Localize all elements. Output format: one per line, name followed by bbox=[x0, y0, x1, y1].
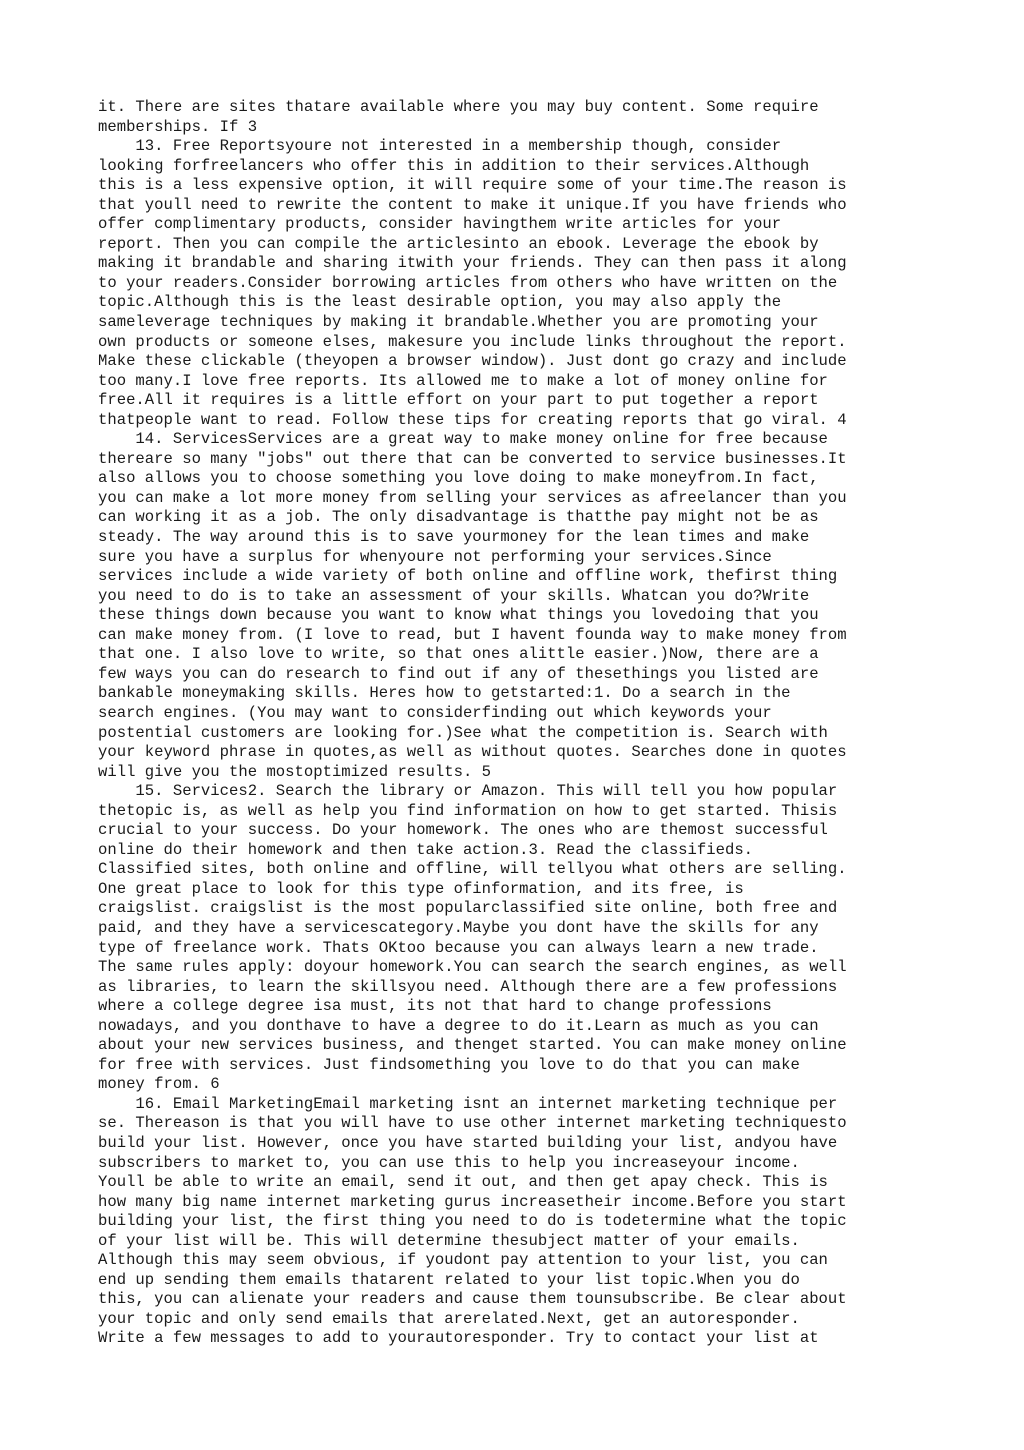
text-line: se. Thereason is that you will have to use other internet marketing techniquesto bbox=[98, 1114, 847, 1133]
text-line: for free with services. Just findsomething you love to do that you can make bbox=[98, 1055, 800, 1074]
text-line: Write a few messages to add to yourautoresponder. Try to contact your list at bbox=[98, 1329, 819, 1348]
text-line: Make these clickable (theyopen a browser window). Just dont go crazy and include bbox=[98, 352, 847, 371]
text-line: you can make a lot more money from selling your services as afreelancer than you bbox=[98, 488, 847, 507]
text-line: about your new services business, and thenget started. You can make money online bbox=[98, 1036, 847, 1055]
text-line: where a college degree isa must, its not that hard to change professions bbox=[98, 997, 772, 1016]
text-line: as libraries, to learn the skillsyou need. Although there are a few professions bbox=[98, 977, 838, 996]
text-line: sameleverage techniques by making it brandable.Whether you are promoting your bbox=[98, 313, 819, 332]
text-line: also allows you to choose something you love doing to make moneyfrom.In fact, bbox=[98, 469, 819, 488]
text-line: thatpeople want to read. Follow these tips for creating reports that go viral. 4 bbox=[98, 410, 847, 429]
document-page bbox=[98, 98, 928, 1349]
text-line: report. Then you can compile the articlesinto an ebook. Leverage the ebook by bbox=[98, 234, 819, 253]
text-line: can working it as a job. The only disadvantage is thatthe pay might not be as bbox=[98, 508, 819, 527]
text-line: of your list will be. This will determine thesubject matter of your emails. bbox=[98, 1231, 800, 1250]
text-line: this, you can alienate your readers and cause them tounsubscribe. Be clear about bbox=[98, 1290, 847, 1309]
text-line: online do their homework and then take action.3. Read the classifieds. bbox=[98, 840, 754, 859]
text-line: this is a less expensive option, it will require some of your time.The reason is bbox=[98, 176, 847, 195]
text-line: steady. The way around this is to save yourmoney for the lean times and make bbox=[98, 528, 810, 547]
text-line: can make money from. (I love to read, but I havent founda way to make money from bbox=[98, 625, 847, 644]
text-line: these things down because you want to know what things you lovedoing that you bbox=[98, 606, 819, 625]
text-line: nowadays, and you donthave to have a degree to do it.Learn as much as you can bbox=[98, 1016, 819, 1035]
text-line: looking forfreelancers who offer this in addition to their services.Although bbox=[98, 156, 810, 175]
text-line: money from. 6 bbox=[98, 1075, 220, 1094]
text-line: One great place to look for this type ofinformation, and its free, is bbox=[98, 879, 744, 898]
text-line: your keyword phrase in quotes,as well as without quotes. Searches done in quotes bbox=[98, 743, 847, 762]
text-line: crucial to your success. Do your homework. The ones who are themost successful bbox=[98, 821, 828, 840]
text-line: subscribers to market to, you can use this to help you increaseyour income. bbox=[98, 1153, 800, 1172]
text-line: Classified sites, both online and offline, will tellyou what others are selling. bbox=[98, 860, 847, 879]
text-line: thereare so many "jobs" out there that can be converted to service businesses.It bbox=[98, 449, 847, 468]
text-line: memberships. If 3 bbox=[98, 117, 258, 136]
text-line: few ways you can do research to find out if any of thesethings you listed are bbox=[98, 664, 819, 683]
text-line: 14. ServicesServices are a great way to make money online for free because bbox=[98, 430, 828, 449]
text-line: building your list, the first thing you need to do is todetermine what the topic bbox=[98, 1212, 847, 1231]
text-line: it. There are sites thatare available where you may buy content. Some require bbox=[98, 98, 819, 116]
text-line: too many.I love free reports. Its allowed me to make a lot of money online for bbox=[98, 371, 828, 390]
text-line: type of freelance work. Thats OKtoo because you can always learn a new trade. bbox=[98, 938, 819, 957]
text-line: services include a wide variety of both online and offline work, thefirst thing bbox=[98, 567, 838, 586]
text-line: craigslist. craigslist is the most popularclassified site online, both free and bbox=[98, 899, 838, 918]
text-line: Although this may seem obvious, if youdont pay attention to your list, you can bbox=[98, 1251, 828, 1270]
text-line: 15. Services2. Search the library or Amazon. This will tell you how popular bbox=[98, 782, 838, 801]
text-line: that one. I also love to write, so that ones alittle easier.)Now, there are a bbox=[98, 645, 819, 664]
text-line: making it brandable and sharing itwith your friends. They can then pass it along bbox=[98, 254, 847, 273]
text-line: will give you the mostoptimized results. 5 bbox=[98, 762, 492, 781]
text-line: 16. Email MarketingEmail marketing isnt an internet marketing technique per bbox=[98, 1094, 838, 1113]
text-line: free.All it requires is a little effort on your part to put together a report bbox=[98, 391, 819, 410]
text-line: to your readers.Consider borrowing articles from others who have written on the bbox=[98, 273, 838, 292]
text-line: offer complimentary products, consider havingthem write articles for your bbox=[98, 215, 782, 234]
text-line: build your list. However, once you have started building your list, andyou have bbox=[98, 1133, 838, 1152]
text-line: 13. Free Reportsyoure not interested in a membership though, consider bbox=[98, 137, 782, 156]
text-line: bankable moneymaking skills. Heres how to getstarted:1. Do a search in the bbox=[98, 684, 791, 703]
text-line: you need to do is to take an assessment of your skills. Whatcan you do?Write bbox=[98, 586, 810, 605]
text-line: The same rules apply: doyour homework.You can search the search engines, as well bbox=[98, 958, 847, 977]
text-line: own products or someone elses, makesure you include links throughout the report. bbox=[98, 332, 847, 351]
text-line: thetopic is, as well as help you find information on how to get started. Thisis bbox=[98, 801, 838, 820]
text-line: end up sending them emails thatarent related to your list topic.When you do bbox=[98, 1270, 800, 1289]
text-line: search engines. (You may want to considerfinding out which keywords your bbox=[98, 703, 772, 722]
text-line: topic.Although this is the least desirable option, you may also apply the bbox=[98, 293, 782, 312]
text-line: your topic and only send emails that arerelated.Next, get an autoresponder. bbox=[98, 1309, 800, 1328]
text-line: paid, and they have a servicescategory.Maybe you dont have the skills for any bbox=[98, 918, 819, 937]
text-line: that youll need to rewrite the content to make it unique.If you have friends who bbox=[98, 195, 847, 214]
text-line: sure you have a surplus for whenyoure not performing your services.Since bbox=[98, 547, 772, 566]
text-line: Youll be able to write an email, send it out, and then get apay check. This is bbox=[98, 1173, 828, 1192]
text-line: postential customers are looking for.)See what the competition is. Search with bbox=[98, 723, 828, 742]
text-line: how many big name internet marketing gurus increasetheir income.Before you start bbox=[98, 1192, 847, 1211]
